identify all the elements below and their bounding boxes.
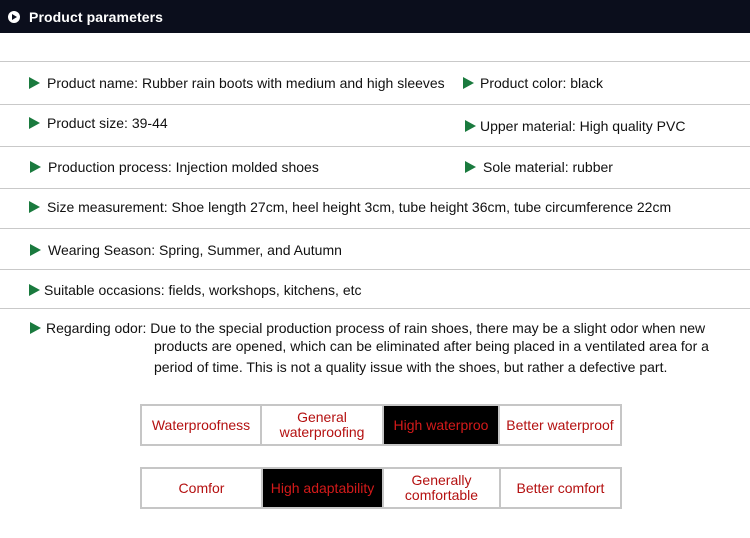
param-label: Production process [48, 159, 168, 175]
odor-label: Regarding odor [46, 320, 143, 336]
param-label: Suitable occasions [44, 282, 161, 298]
triangle-bullet-icon [29, 77, 40, 89]
param-value: black [570, 75, 603, 91]
param-label: Product size [47, 115, 125, 131]
param-suitable-occasions: Suitable occasions : fields, workshops, kitchens, etc [29, 282, 362, 298]
rating-cell: Better comfort [516, 479, 605, 496]
rating-cell: General waterproofing [262, 406, 384, 444]
waterproof-rating-table [140, 404, 622, 446]
param-label: Sole material [483, 159, 565, 175]
param-label: Upper material [480, 118, 572, 134]
param-product-name: Product name : Rubber rain boots with medium and high sleeves [29, 75, 445, 91]
triangle-bullet-icon [30, 244, 41, 256]
divider [0, 188, 750, 189]
param-size-measurement: Size measurement : Shoe length 27cm, heel height 3cm, tube height 36cm, tube circumference 22cm [29, 199, 671, 215]
odor-line: period of time. This is not a quality issue with the shoes, but rather a defective part. [154, 359, 668, 375]
param-product-size: Product size : 39-44 [29, 115, 168, 131]
param-value: Spring, Summer, and Autumn [159, 242, 342, 258]
triangle-bullet-icon [30, 322, 41, 334]
divider [0, 146, 750, 147]
param-label: Wearing Season [48, 242, 152, 258]
param-label: Product color [480, 75, 563, 91]
rating-cell: Comfor [142, 469, 263, 507]
rating-cell: Generally comfortable [384, 469, 501, 507]
section-header [0, 0, 750, 33]
odor-line: Due to the special production process of rain shoes, there may be a slight odor when new [150, 320, 706, 336]
triangle-bullet-icon [29, 284, 40, 296]
param-value: Rubber rain boots with medium and high sleeves [141, 75, 445, 91]
triangle-bullet-icon [465, 120, 476, 132]
odor-line: products are opened, which can be eliminated after being placed in a ventilated area for a [154, 338, 709, 354]
triangle-bullet-icon [29, 117, 40, 129]
param-value: Injection molded shoes [175, 159, 319, 175]
param-value: Shoe length 27cm, heel height 3cm, tube height 36cm, tube circumference 22cm [171, 199, 672, 215]
param-label: Product name [47, 75, 135, 91]
triangle-bullet-icon [30, 161, 41, 173]
param-upper-material: Upper material : High quality PVC [465, 118, 685, 134]
odor-note: Regarding odor : Due to the special production process of rain shoes, there may be a slight odor when new products are opened, which can be eliminated after being placed in a ventilated area for a period of time. This is not a quality issue with the shoes, but rather a defective part. [30, 320, 742, 378]
section-title: Product parameters [29, 8, 164, 25]
comfort-rating-table [140, 467, 622, 509]
param-value: fields, workshops, kitchens, etc [168, 282, 362, 298]
param-production-process: Production process : Injection molded shoes [30, 159, 319, 175]
divider [0, 308, 750, 309]
triangle-bullet-icon [463, 77, 474, 89]
param-product-color: Product color : black [463, 75, 603, 91]
play-circle-icon [8, 11, 20, 23]
param-sole-material: Sole material : rubber [465, 159, 613, 175]
triangle-bullet-icon [465, 161, 476, 173]
param-label: Size measurement [47, 199, 164, 215]
divider [0, 269, 750, 270]
param-wearing-season: Wearing Season : Spring, Summer, and Autumn [30, 242, 342, 258]
divider [0, 228, 750, 229]
divider [0, 61, 750, 62]
divider [0, 104, 750, 105]
rating-cell: Better waterproof [506, 416, 614, 433]
rating-cell: Waterproofness [142, 406, 262, 444]
triangle-bullet-icon [29, 201, 40, 213]
param-value: High quality PVC [579, 118, 686, 134]
param-value: 39-44 [131, 115, 168, 131]
rating-cell-highlighted: High adaptability [263, 469, 384, 507]
rating-cell-highlighted: High waterproo [384, 406, 500, 444]
param-value: rubber [572, 159, 613, 175]
